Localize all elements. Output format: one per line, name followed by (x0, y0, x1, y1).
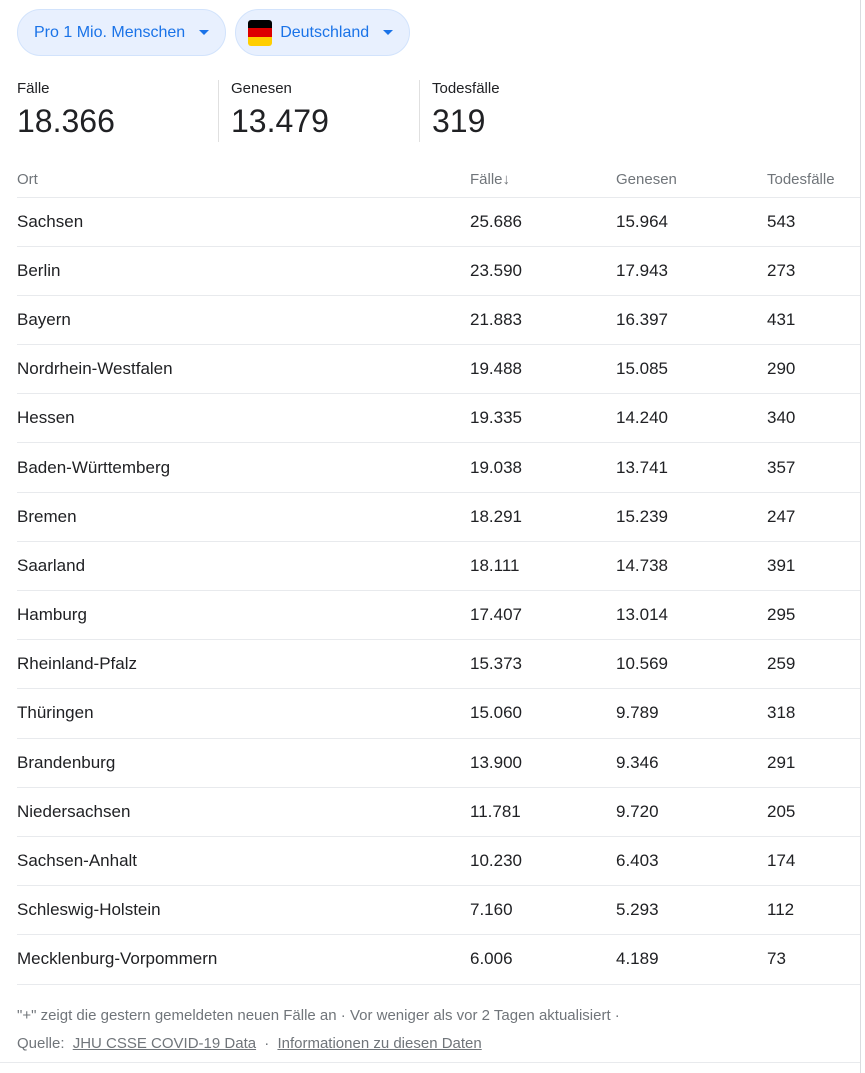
cell-region-name: Rheinland-Pfalz (17, 640, 470, 689)
cell-recovered: 9.720 (616, 787, 767, 836)
filter-chips (17, 9, 410, 56)
cell-recovered: 17.943 (616, 246, 767, 295)
table-row[interactable] (17, 591, 860, 640)
table-row[interactable] (17, 492, 860, 541)
info-link[interactable]: Informationen zu diesen Daten (277, 1035, 482, 1052)
source-link[interactable]: JHU CSSE COVID-19 Data (72, 1035, 257, 1052)
footer-note: "+" zeigt die gestern gemeldeten neuen Fälle an · Vor weniger als vor 2 Tagen aktualisiert · (17, 1007, 620, 1024)
cell-cases: 18.291 (470, 492, 616, 541)
stat-deaths (419, 80, 516, 142)
header-deaths[interactable]: Todesfälle (767, 163, 860, 197)
cell-region-name: Nordrhein-Westfalen (17, 345, 470, 394)
cell-cases: 25.686 (470, 197, 616, 246)
cell-cases: 21.883 (470, 295, 616, 344)
cell-region-name: Sachsen (17, 197, 470, 246)
cell-cases: 10.230 (470, 836, 616, 885)
cell-cases: 17.407 (470, 591, 616, 640)
table-row[interactable] (17, 345, 860, 394)
cell-deaths: 543 (767, 197, 860, 246)
cell-cases: 19.488 (470, 345, 616, 394)
cell-cases: 6.006 (470, 935, 616, 984)
cell-cases: 19.038 (470, 443, 616, 492)
region-table (17, 163, 860, 985)
header-recovered[interactable]: Genesen (616, 163, 767, 197)
caret-down-icon (199, 30, 209, 35)
cell-cases: 11.781 (470, 787, 616, 836)
cell-deaths: 259 (767, 640, 860, 689)
table-row[interactable] (17, 738, 860, 787)
cell-recovered: 15.085 (616, 345, 767, 394)
stat-value: 18.366 (17, 103, 115, 139)
cell-deaths: 205 (767, 787, 860, 836)
cell-cases: 23.590 (470, 246, 616, 295)
germany-flag-icon (248, 20, 272, 46)
table-header (17, 163, 860, 197)
cell-recovered: 15.964 (616, 197, 767, 246)
cell-recovered: 10.569 (616, 640, 767, 689)
table-row[interactable] (17, 689, 860, 738)
table-row[interactable] (17, 394, 860, 443)
cell-region-name: Bayern (17, 295, 470, 344)
table-row[interactable] (17, 836, 860, 885)
cell-region-name: Brandenburg (17, 738, 470, 787)
cell-deaths: 391 (767, 541, 860, 590)
cell-region-name: Schleswig-Holstein (17, 886, 470, 935)
footer (0, 984, 860, 1063)
cell-deaths: 431 (767, 295, 860, 344)
cell-deaths: 290 (767, 345, 860, 394)
table-row[interactable] (17, 640, 860, 689)
summary-stats (17, 80, 516, 142)
cell-recovered: 9.789 (616, 689, 767, 738)
table-row[interactable] (17, 246, 860, 295)
table-row[interactable] (17, 295, 860, 344)
header-ort[interactable]: Ort (17, 163, 470, 197)
country-label: Deutschland (280, 23, 370, 41)
cell-deaths: 112 (767, 886, 860, 935)
cell-deaths: 318 (767, 689, 860, 738)
metric-label: Pro 1 Mio. Menschen (34, 23, 186, 41)
cell-region-name: Hamburg (17, 591, 470, 640)
stat-value: 13.479 (231, 103, 329, 139)
cell-recovered: 5.293 (616, 886, 767, 935)
cell-cases: 18.111 (470, 541, 616, 590)
cell-recovered: 13.014 (616, 591, 767, 640)
stat-cases (17, 80, 218, 142)
cell-region-name: Baden-Württemberg (17, 443, 470, 492)
separator: · (264, 1035, 270, 1052)
table-row[interactable] (17, 443, 860, 492)
metric-dropdown[interactable] (17, 9, 226, 56)
table-row[interactable] (17, 541, 860, 590)
cell-recovered: 13.741 (616, 443, 767, 492)
cell-region-name: Mecklenburg-Vorpommern (17, 935, 470, 984)
cell-recovered: 15.239 (616, 492, 767, 541)
stat-value: 319 (432, 103, 486, 139)
cell-deaths: 73 (767, 935, 860, 984)
source-label: Quelle: (17, 1035, 65, 1052)
cell-cases: 19.335 (470, 394, 616, 443)
panel-border (860, 0, 861, 1073)
cell-region-name: Berlin (17, 246, 470, 295)
caret-down-icon (383, 30, 393, 35)
header-cases-sorted[interactable]: Fälle↓ (470, 163, 616, 197)
country-dropdown[interactable] (235, 9, 410, 56)
table-row[interactable] (17, 787, 860, 836)
cell-deaths: 295 (767, 591, 860, 640)
cell-recovered: 14.738 (616, 541, 767, 590)
cell-recovered: 6.403 (616, 836, 767, 885)
cell-region-name: Niedersachsen (17, 787, 470, 836)
stat-label: Fälle (17, 80, 50, 97)
cell-cases: 13.900 (470, 738, 616, 787)
cell-cases: 7.160 (470, 886, 616, 935)
cell-deaths: 340 (767, 394, 860, 443)
cell-deaths: 174 (767, 836, 860, 885)
cell-cases: 15.060 (470, 689, 616, 738)
cell-recovered: 9.346 (616, 738, 767, 787)
table-row[interactable] (17, 935, 860, 984)
cell-recovered: 16.397 (616, 295, 767, 344)
cell-recovered: 4.189 (616, 935, 767, 984)
cell-cases: 15.373 (470, 640, 616, 689)
cell-region-name: Bremen (17, 492, 470, 541)
cell-region-name: Saarland (17, 541, 470, 590)
cell-region-name: Thüringen (17, 689, 470, 738)
stat-label: Todesfälle (432, 80, 500, 97)
stat-recovered (218, 80, 419, 142)
cell-deaths: 291 (767, 738, 860, 787)
cell-deaths: 247 (767, 492, 860, 541)
cell-deaths: 357 (767, 443, 860, 492)
cell-region-name: Hessen (17, 394, 470, 443)
cell-recovered: 14.240 (616, 394, 767, 443)
cell-region-name: Sachsen-Anhalt (17, 836, 470, 885)
cell-deaths: 273 (767, 246, 860, 295)
table-row[interactable] (17, 886, 860, 935)
stat-label: Genesen (231, 80, 292, 97)
table-row[interactable] (17, 197, 860, 246)
